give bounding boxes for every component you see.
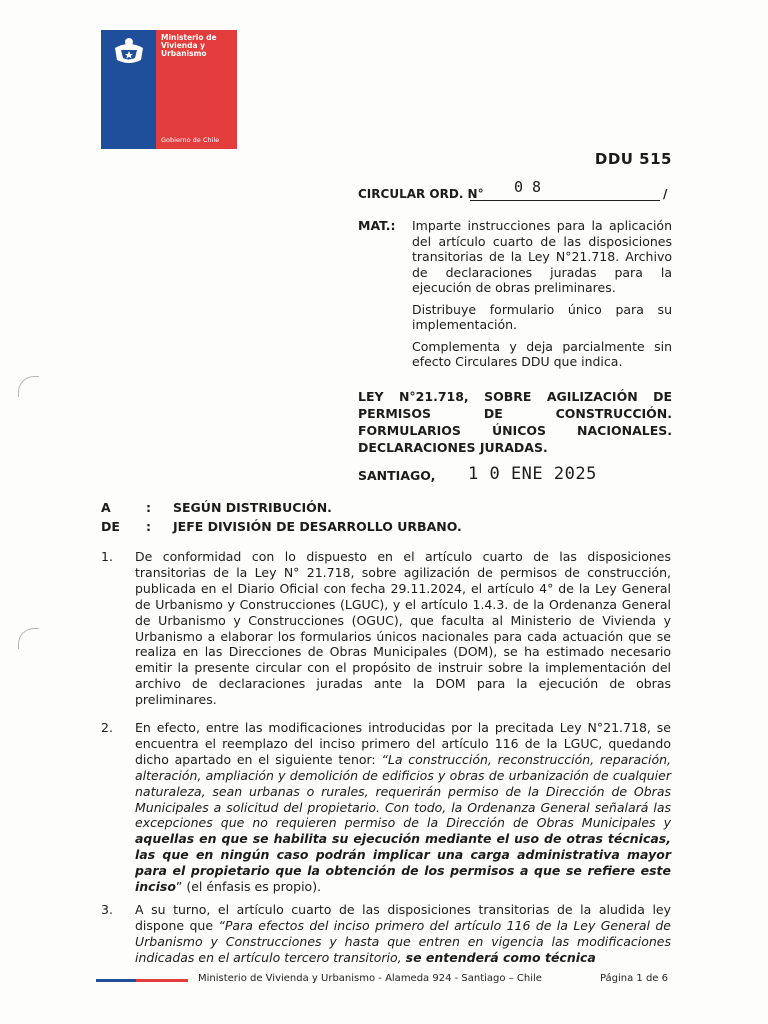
sender-colon: : xyxy=(146,519,151,534)
logo-gobierno-text: Gobierno de Chile xyxy=(161,136,220,144)
scan-mark xyxy=(18,376,39,397)
scan-mark xyxy=(18,628,39,649)
matter-block xyxy=(358,218,672,376)
paragraph-tail: ” (el énfasis es propio). xyxy=(175,879,322,895)
paragraph-number: 2. xyxy=(101,720,113,735)
recipient-value: SEGÚN DISTRIBUCIÓN. xyxy=(173,500,332,515)
paragraph-3 xyxy=(101,902,671,966)
paragraph-number: 1. xyxy=(101,549,113,564)
coat-of-arms-icon xyxy=(107,36,151,66)
paragraph-text xyxy=(135,902,671,966)
paragraph-quote: “La construcción, reconstrucción, reparación, alteración, ampliación y demolición de edificios y obras de urbanización de cualquier naturaleza, sean urbanas o rurales, requerirán permiso de la Dirección de Obras Municipales a solicitud del propietario. Con todo, la Ordenanza General señalará las excepciones que no requieren permiso de la Dirección de Obras Municipales y xyxy=(135,751,671,831)
paragraph-intro: A su turno, el artículo cuarto de las disposiciones transitorias de la aludida ley dispone que xyxy=(135,902,671,933)
matter-item: Distribuye formulario único para su implementación. xyxy=(412,301,672,332)
place-date xyxy=(358,464,672,488)
matter-item: Imparte instrucciones para la aplicación del artículo cuarto de las disposiciones transitorias de la Ley N°21.718. Archivo de declaraciones juradas para la ejecución de obras preliminares. xyxy=(412,218,672,295)
page-number: Página 1 de 6 xyxy=(599,973,668,984)
paragraph-text xyxy=(135,720,671,895)
ddu-number: DDU 515 xyxy=(594,150,672,168)
circular-underline xyxy=(470,200,660,201)
paragraph-emphasis: se entenderá como técnica xyxy=(405,949,596,965)
sender-key: DE xyxy=(101,519,120,534)
matter-label: MAT.: xyxy=(358,218,396,233)
paragraph-number: 3. xyxy=(101,902,113,917)
paragraph-intro: En efecto, entre las modificaciones introducidas por la precitada Ley N°21.718, se encuentra el reemplazo del inciso primero del artículo 116 de la LGUC, quedando dicho apartado en el siguiente tenor: xyxy=(135,720,671,767)
footer-address: Ministerio de Vivienda y Urbanismo - Alameda 924 - Santiago – Chile xyxy=(198,973,542,984)
paragraph-quote: “Para efectos del inciso primero del artículo 116 de la Ley General de Urbanismo y Construcciones y hasta que entren en vigencia las modificaciones indicadas en el artículo tercero transitorio, xyxy=(135,917,671,965)
law-heading: LEY N°21.718, SOBRE AGILIZACIÓN DE PERMISOS DE CONSTRUCCIÓN. FORMULARIOS ÚNICOS NACIONALES. DECLARACIONES JURADAS. xyxy=(358,389,672,455)
paragraph-1 xyxy=(101,549,671,708)
recipient-key: A xyxy=(101,500,111,515)
recipient-colon: : xyxy=(146,500,151,515)
logo-ministry-text: Ministerio de Vivienda y Urbanismo xyxy=(161,33,217,58)
circular-label: CIRCULAR ORD. N° xyxy=(358,187,484,201)
ministry-logo xyxy=(101,30,237,149)
paragraph-text: De conformidad con lo dispuesto en el artículo cuarto de las disposiciones transitorias de la Ley N° 21.718, sobre agilización de permisos de construcción, publicada en el Diario Oficial con fecha 29.11.2024, el artículo 4° de la Ley General de Urbanismo y Construcciones (LGUC), y el artículo 1.4.3. de la Ordenanza General de Urbanismo y Construcciones (OGUC), que faculta al Ministerio de Vivienda y Urbanismo a elaborar los formularios únicos nacionales para cada actuación que se realiza en las Direcciones de Obras Municipales (DOM), se ha estimado necesario emitir la presente circular con el propósito de instruir sobre la implementación del archivo de declaraciones juradas ante la DOM para la ejecución de obras preliminares. xyxy=(135,549,671,708)
page-footer xyxy=(96,973,672,997)
place-label: SANTIAGO, xyxy=(358,468,436,483)
date-stamp: 1 0 ENE 2025 xyxy=(468,464,597,484)
matter-item: Complementa y deja parcialmente sin efecto Circulares DDU que indica. xyxy=(412,338,672,369)
sender-value: JEFE DIVISIÓN DE DESARROLLO URBANO. xyxy=(173,519,462,534)
circular-number-line xyxy=(358,180,672,204)
paragraph-emphasis: aquellas en que se habilita su ejecución mediante el uso de otras técnicas, las que en ningún caso podrán implicar una carga administrativa mayor para el propietario que la obtención de los permisos a que se refiere este inciso xyxy=(135,831,671,895)
paragraph-2 xyxy=(101,720,671,895)
circular-slash: / xyxy=(663,187,668,201)
footer-flag-bars xyxy=(96,979,188,983)
circular-number: 0 8 xyxy=(514,178,542,196)
